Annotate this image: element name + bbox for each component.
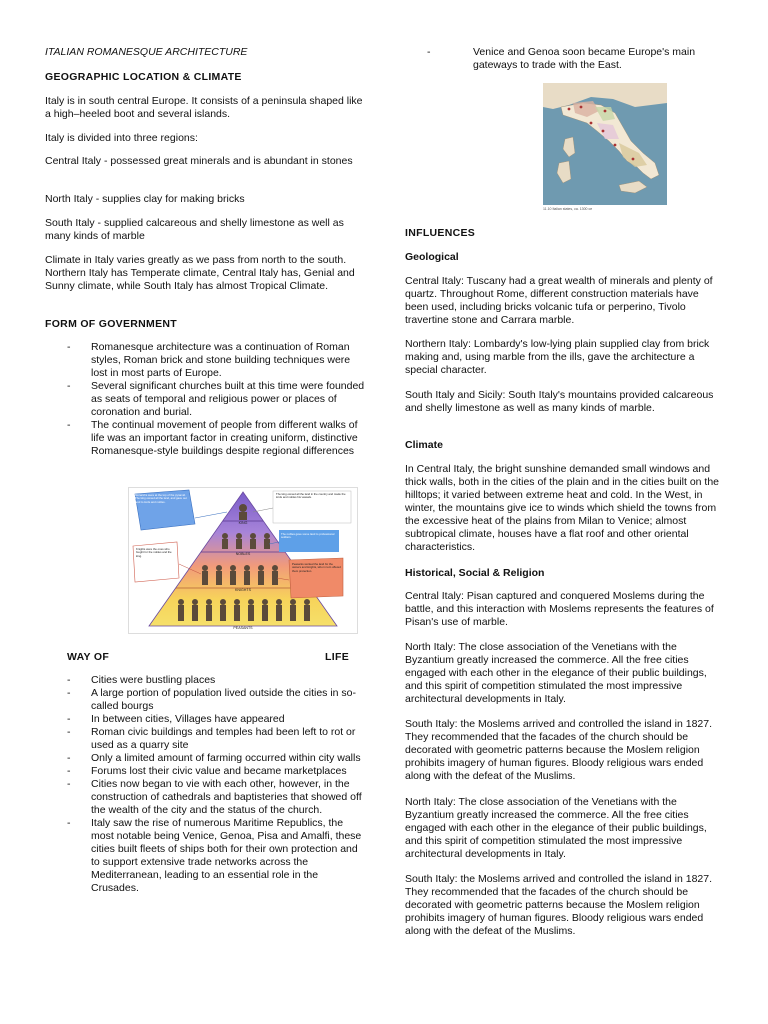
list-item: - Cities now began to vie with each other, however, in the construction of cathedrals and baptisteries that showed off the wealth of the city and the status of the church. [45, 778, 367, 817]
callout-bottom-right: Peasants worked the land for the owners and knights, who in turn offered them protection. [292, 562, 341, 573]
list-item: - Italy saw the rise of numerous Maritime Republics, the most notable being Venice, Genoa, Pisa and Amalfi, these cities built fleets of ships both for their own protection and to support extensive trade networks across the Mediterranean, leading to an essential role in the Crusades. [45, 817, 367, 895]
geo-paragraph: Italy is in south central Europe. It consists of a peninsula shaped like a high–heeled boot and several islands. [45, 95, 363, 120]
document-title: ITALIAN ROMANESQUE ARCHITECTURE [45, 46, 248, 58]
geological-paragraph: Northern Italy: Lombardy's low-lying plain supplied clay from brick making and, using marble from the ills, gave the architecture a special character. [405, 338, 710, 376]
feudal-pyramid-figure [128, 487, 358, 634]
callout-mid-right: The nobles gave some land to professional soldiers. [281, 532, 335, 540]
list-item: - Venice and Genoa soon became Europe's main gateways to trade with the East. [405, 46, 723, 72]
way-of-life-heading [45, 651, 367, 664]
climate-paragraph: Climate in Italy varies greatly as we pass from north to the south. Northern Italy has Temperate climate, Central Italy has, Genial and Sunny climate, while South Italy has almost Tropical Climate. [45, 254, 355, 292]
list-item: - Cities were bustling places [45, 674, 367, 687]
feudal-pyramid-illustration [129, 488, 357, 633]
tier-label-knights: KNIGHTS [235, 588, 251, 592]
geo-paragraph: South Italy - supplied calcareous and shelly limestone as well as many kinds of marble [45, 217, 344, 242]
history-paragraph: North Italy: The close association of the Venetians with the Byzantium greatly increased the commerce. All the free cities engaged with each other in the elegance of their public buildings, and this spirit of competition stimulated the most impressive architectural developments in Italy. [405, 796, 707, 860]
list-item: - Roman civic buildings and temples had been left to rot or used as a quarry site [45, 726, 367, 752]
history-paragraph: South Italy: the Moslems arrived and controlled the island in 1827. They recommended that the facades of the church should be decorated with geometric patterns because the Moslem religion prohibits imagery of human figures. Bloody religious wars ended along with the defeat of the Muslims. [405, 873, 713, 937]
list-item: - Forums lost their civic value and became marketplaces [45, 765, 367, 778]
gov-heading: FORM OF GOVERNMENT [45, 318, 177, 330]
list-item: - Several significant churches built at this time were founded as seats of temporal and religious power or places of coronation and burial. [45, 380, 367, 419]
tier-label-peasants: PEASANTS [233, 626, 253, 630]
geological-paragraph: Central Italy: Tuscany had a great wealth of minerals and plenty of quartz. Throughout Rome, different construction materials have been used, including bricks volcanic tufa or perperino, Tivolo travertine stone and Carrara marble. [405, 275, 713, 326]
geo-heading: GEOGRAPHIC LOCATION & CLIMATE [45, 71, 242, 83]
list-item: - A large portion of population lived outside the cities in so-called bourgs [45, 687, 367, 713]
list-item: - Only a limited amount of farming occurred within city walls [45, 752, 367, 765]
trade-list [405, 46, 723, 72]
influences-heading: INFLUENCES [405, 227, 476, 239]
history-paragraph: South Italy: the Moslems arrived and controlled the island in 1827. They recommended that the facades of the church should be decorated with geometric patterns because the Moslem religion prohibits imagery of human figures. Bloody religious wars ended along with the defeat of the Muslims. [405, 718, 713, 782]
callout-mid-left: Knights were the ones who fought for the nobles and the king. [136, 547, 172, 558]
italy-map-illustration [543, 83, 667, 205]
list-item: - In between cities, Villages have appeared [45, 713, 367, 726]
callout-top-left: Monarchs were at the top of the pyramid. The king owned all the land, and gave out land to lords and nobles. [135, 493, 187, 504]
geo-paragraph: Italy is divided into three regions: [45, 132, 198, 144]
climate-paragraph: In Central Italy, the bright sunshine demanded small windows and thick walls, both in the cities of the plain and in the cities built on the hilltops; it varied between extreme heat and cold. In the West, in winter, the mountains give ice to winds which shield the towns from the excessive heat of the plains from Milan to Venice; almost subtropical climate, houses have a flat roof and other oriental characteristics. [405, 463, 720, 553]
callout-top-right: The king owned all the land in the country and made the lords and nobles his vassals. [276, 492, 346, 500]
history-paragraph: Central Italy: Pisan captured and conquered Moslems during the battle, and this interaction with Moslems represents the features of Pisan's use of marble. [405, 590, 714, 628]
gov-list [45, 341, 367, 458]
tier-label-king: KING [238, 521, 248, 525]
italy-map [543, 83, 667, 211]
list-item: - The continual movement of people from different walks of life was an important factor in creating uniform, distinctive Romanesque-style buildings despite regional differences [45, 419, 367, 458]
geological-heading: Geological [405, 251, 459, 263]
list-item: - Romanesque architecture was a continuation of Roman styles, Roman brick and stone building techniques were lost in most parts of Europe. [45, 341, 367, 380]
history-paragraph: North Italy: The close association of the Venetians with the Byzantium greatly increased the commerce. All the free cities engaged with each other in the elegance of their public buildings, and this spirit of competition stimulated the most impressive architectural developments in Italy. [405, 641, 707, 705]
way-of-life-list [45, 674, 367, 895]
way-of-life-heading-b: LIFE [325, 651, 349, 663]
way-of-life-heading-a: WAY OF [67, 651, 110, 663]
tier-label-nobles: NOBLES [235, 552, 251, 556]
history-heading: Historical, Social & Religion [405, 567, 545, 579]
map-caption: 11.10 Italian states, ca. 1300 ce [543, 207, 593, 211]
geo-paragraph: North Italy - supplies clay for making bricks [45, 193, 245, 205]
geological-paragraph: South Italy and Sicily: South Italy's mountains provided calcareous and shelly limestone as well as many kinds of marble. [405, 389, 714, 414]
geo-paragraph: Central Italy - possessed great minerals and is abundant in stones [45, 155, 353, 167]
climate-heading: Climate [405, 439, 443, 451]
